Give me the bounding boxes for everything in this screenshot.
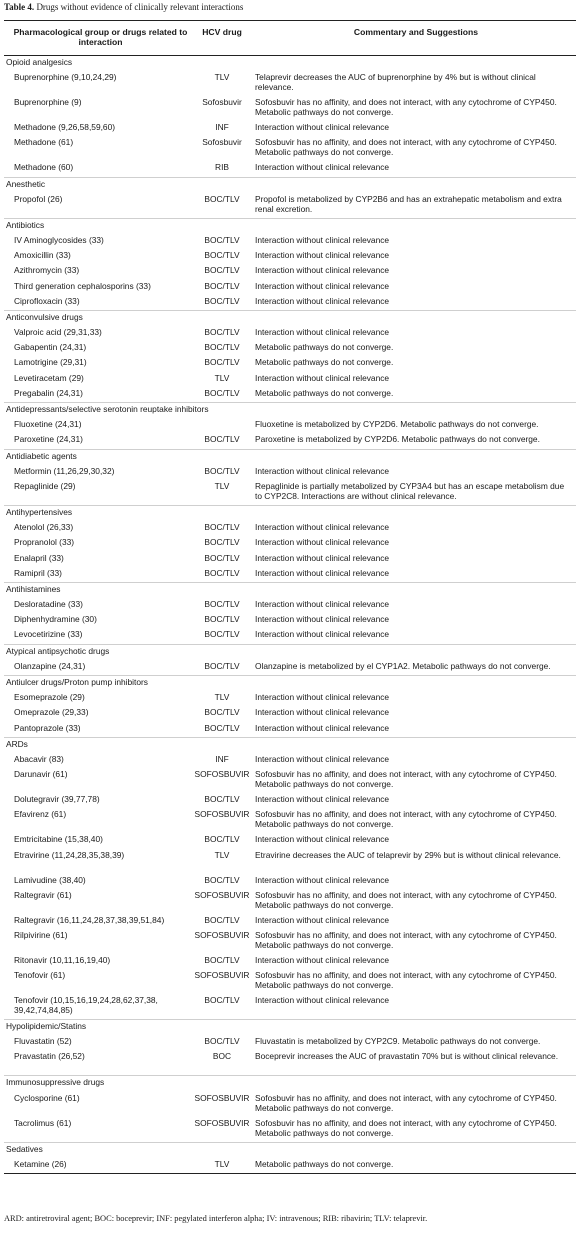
drug-cell: Desloratadine (33) xyxy=(14,599,83,610)
hcv-drug-cell: BOC/TLV xyxy=(204,327,240,338)
commentary-cell: Interaction without clinical relevance xyxy=(255,522,390,533)
hcv-drug-cell: TLV xyxy=(214,480,230,491)
drug-cell: Raltegravir (16,11,24,28,37,38,39,51,84) xyxy=(14,914,165,925)
hcv-drug-cell: BOC/TLV xyxy=(204,722,240,733)
table-caption-text: Drugs without evidence of clinically relevant interactions xyxy=(36,2,244,12)
drug-cell: Azithromycin (33) xyxy=(14,265,80,276)
commentary-cell: Metabolic pathways do not converge. xyxy=(255,357,394,368)
drug-cell: Ketamine (26) xyxy=(14,1158,67,1169)
drug-cell: Efavirenz (61) xyxy=(14,809,67,820)
hcv-drug-cell: BOC/TLV xyxy=(204,193,240,204)
hcv-drug-cell: TLV xyxy=(214,692,230,703)
table-caption-label: Table 4. xyxy=(4,2,35,12)
table-bottom-rule xyxy=(4,1173,576,1174)
group-name: Anticonvulsive drugs xyxy=(6,311,83,322)
commentary-cell: Interaction without clinical relevance xyxy=(255,372,390,383)
table-row xyxy=(4,994,576,1019)
hcv-drug-cell: SOFOSBUVIR xyxy=(194,970,250,981)
drug-cell: Metformin (11,26,29,30,32) xyxy=(14,465,115,476)
table-row xyxy=(4,71,576,96)
hcv-drug-cell: BOC/TLV xyxy=(204,465,240,476)
table-row xyxy=(4,660,576,675)
group-name: Anesthetic xyxy=(6,178,46,189)
table-caption xyxy=(4,2,243,13)
group-header xyxy=(4,218,576,234)
drug-cell: Repaglinide (29) xyxy=(14,480,76,491)
table-row xyxy=(4,341,576,356)
table-row xyxy=(4,536,576,551)
commentary-cell: Interaction without clinical relevance xyxy=(255,122,390,133)
drug-cell: Dolutegravir (39,77,78) xyxy=(14,794,100,805)
group-header xyxy=(4,505,576,521)
table-row xyxy=(4,465,576,480)
table-row xyxy=(4,295,576,310)
drug-cell: Omeprazole (29,33) xyxy=(14,707,89,718)
commentary-cell: Interaction without clinical relevance xyxy=(255,954,390,965)
table-body xyxy=(4,56,576,1173)
hcv-drug-cell: BOC xyxy=(212,1051,232,1062)
table-row xyxy=(4,249,576,264)
group-name: Immunosuppressive drugs xyxy=(6,1077,105,1088)
hcv-drug-cell: BOC/TLV xyxy=(204,954,240,965)
drug-cell: Tenofovir (10,15,16,19,24,28,62,37,38, 39,42,74,84,85) xyxy=(14,995,158,1016)
commentary-cell: Metabolic pathways do not converge. xyxy=(255,387,394,398)
commentary-cell: Paroxetine is metabolized by CYP2D6. Metabolic pathways do not converge. xyxy=(255,434,540,445)
table-row xyxy=(4,706,576,721)
commentary-cell: Interaction without clinical relevance xyxy=(255,914,390,925)
table-row xyxy=(4,691,576,706)
header-hcv-drug: HCV drug xyxy=(202,27,242,37)
group-header xyxy=(4,1142,576,1158)
header-commentary: Commentary and Suggestions xyxy=(353,27,479,37)
drug-cell: Ramipril (33) xyxy=(14,567,62,578)
drug-cell: Abacavir (83) xyxy=(14,753,64,764)
drug-cell: Tacrolimus (61) xyxy=(14,1117,72,1128)
drug-cell: Tenofovir (61) xyxy=(14,970,66,981)
drug-cell: Paroxetine (24,31) xyxy=(14,434,83,445)
drug-cell: Ciprofloxacin (33) xyxy=(14,295,80,306)
table-row xyxy=(4,598,576,613)
table-row xyxy=(4,280,576,295)
group-name: Sedatives xyxy=(6,1143,43,1154)
group-header xyxy=(4,737,576,753)
drug-cell: Pantoprazole (33) xyxy=(14,722,81,733)
drug-cell: Lamotrigine (29,31) xyxy=(14,357,87,368)
commentary-cell: Interaction without clinical relevance xyxy=(255,794,390,805)
table-row xyxy=(4,1035,576,1050)
hcv-drug-cell: SOFOSBUVIR xyxy=(194,1092,250,1103)
group-header xyxy=(4,402,576,418)
hcv-drug-cell: BOC/TLV xyxy=(204,434,240,445)
commentary-cell: Sofosbuvir has no affinity, and does not interact, with any cytochrome of CYP450. Metabolic pathways do not converge. xyxy=(255,137,557,158)
drug-cell: Fluvastatin (52) xyxy=(14,1036,72,1047)
table-row xyxy=(4,768,576,793)
table-row xyxy=(4,793,576,808)
commentary-cell: Interaction without clinical relevance xyxy=(255,162,390,173)
commentary-cell: Sofosbuvir has no affinity, and does not interact, with any cytochrome of CYP450. Metabolic pathways do not converge. xyxy=(255,929,557,950)
drug-interactions-table xyxy=(4,20,576,1174)
drug-cell: Valproic acid (29,31,33) xyxy=(14,327,102,338)
drug-cell: Levocetirizine (33) xyxy=(14,629,83,640)
drug-cell: Methadone (9,26,58,59,60) xyxy=(14,122,116,133)
table-row xyxy=(4,418,576,433)
table-row xyxy=(4,136,576,161)
commentary-cell: Sofosbuvir has no affinity, and does not interact, with any cytochrome of CYP450. Metabolic pathways do not converge. xyxy=(255,809,557,830)
commentary-cell: Interaction without clinical relevance xyxy=(255,295,390,306)
drug-cell: Atenolol (26,33) xyxy=(14,522,74,533)
hcv-drug-cell: BOC/TLV xyxy=(204,265,240,276)
table-row xyxy=(4,387,576,402)
group-header xyxy=(4,675,576,691)
table-row xyxy=(4,929,576,954)
table-row xyxy=(4,521,576,536)
drug-cell: Diphenhydramine (30) xyxy=(14,614,97,625)
group-name: Atypical antipsychotic drugs xyxy=(6,645,110,656)
commentary-cell: Interaction without clinical relevance xyxy=(255,995,390,1006)
drug-cell: Gabapentin (24,31) xyxy=(14,342,87,353)
commentary-cell: Interaction without clinical relevance xyxy=(255,753,390,764)
hcv-drug-cell: INF xyxy=(215,753,229,764)
table-row xyxy=(4,372,576,387)
drug-cell: Fluoxetine (24,31) xyxy=(14,419,82,430)
table-row xyxy=(4,193,576,218)
group-name: Hypolipidemic/Statins xyxy=(6,1021,87,1032)
table-row xyxy=(4,1050,576,1075)
drug-cell: Methadone (61) xyxy=(14,137,74,148)
drug-cell: Darunavir (61) xyxy=(14,769,68,780)
commentary-cell: Fluoxetine is metabolized by CYP2D6. Metabolic pathways do not converge. xyxy=(255,419,539,430)
table-row xyxy=(4,121,576,136)
table-row xyxy=(4,889,576,914)
group-header xyxy=(4,582,576,598)
hcv-drug-cell: BOC/TLV xyxy=(204,295,240,306)
table-row xyxy=(4,356,576,371)
group-header xyxy=(4,177,576,193)
table-row xyxy=(4,753,576,768)
hcv-drug-cell: RIB xyxy=(215,162,229,173)
hcv-drug-cell: TLV xyxy=(214,372,230,383)
hcv-drug-cell: BOC/TLV xyxy=(204,567,240,578)
hcv-drug-cell: SOFOSBUVIR xyxy=(194,1117,250,1128)
table-row xyxy=(4,480,576,505)
table-row xyxy=(4,969,576,994)
table-row xyxy=(4,833,576,848)
commentary-cell: Interaction without clinical relevance xyxy=(255,707,390,718)
hcv-drug-cell: TLV xyxy=(214,849,230,860)
table-row xyxy=(4,954,576,969)
hcv-drug-cell: BOC/TLV xyxy=(204,707,240,718)
table-footnote: ARD: antiretroviral agent; BOC: boceprevir; INF: pegylated interferon alpha; IV: intravenous; RIB: ribavirin; TLV: telaprevir. xyxy=(4,1214,428,1223)
group-name: Opioid analgesics xyxy=(6,57,73,67)
group-header xyxy=(4,449,576,465)
table-row xyxy=(4,1158,576,1173)
drug-cell: Pravastatin (26,52) xyxy=(14,1051,85,1062)
commentary-cell: Interaction without clinical relevance xyxy=(255,834,390,845)
drug-cell: Methadone (60) xyxy=(14,162,74,173)
header-pharmacological-group: Pharmacological group or drugs related to interaction xyxy=(13,27,188,47)
drug-cell: Buprenorphine (9,10,24,29) xyxy=(14,72,117,83)
commentary-cell: Interaction without clinical relevance xyxy=(255,552,390,563)
group-header xyxy=(4,56,576,71)
table-row xyxy=(4,567,576,582)
drug-cell: Propofol (26) xyxy=(14,193,63,204)
drug-cell: Cyclosporine (61) xyxy=(14,1092,80,1103)
commentary-cell: Interaction without clinical relevance xyxy=(255,234,390,245)
drug-cell: Esomeprazole (29) xyxy=(14,692,85,703)
table-row xyxy=(4,849,576,874)
table-row xyxy=(4,613,576,628)
hcv-drug-cell: BOC/TLV xyxy=(204,342,240,353)
commentary-cell: Interaction without clinical relevance xyxy=(255,599,390,610)
hcv-drug-cell: Sofosbuvir xyxy=(202,137,242,148)
commentary-cell: Metabolic pathways do not converge. xyxy=(255,1158,394,1169)
hcv-drug-cell: BOC/TLV xyxy=(204,874,240,885)
table-row xyxy=(4,326,576,341)
group-header xyxy=(4,1075,576,1091)
table-row xyxy=(4,234,576,249)
commentary-cell: Sofosbuvir has no affinity, and does not interact, with any cytochrome of CYP450. Metabolic pathways do not converge. xyxy=(255,1117,557,1138)
hcv-drug-cell: INF xyxy=(215,122,229,133)
hcv-drug-cell: BOC/TLV xyxy=(204,834,240,845)
hcv-drug-cell: Sofosbuvir xyxy=(202,97,242,108)
table-row xyxy=(4,552,576,567)
commentary-cell: Interaction without clinical relevance xyxy=(255,874,390,885)
drug-cell: IV Aminoglycosides (33) xyxy=(14,234,104,245)
hcv-drug-cell: BOC/TLV xyxy=(204,794,240,805)
commentary-cell: Interaction without clinical relevance xyxy=(255,537,390,548)
group-header xyxy=(4,310,576,326)
hcv-drug-cell: BOC/TLV xyxy=(204,522,240,533)
hcv-drug-cell: SOFOSBUVIR xyxy=(194,929,250,940)
group-header xyxy=(4,1019,576,1035)
drug-cell: Emtricitabine (15,38,40) xyxy=(14,834,103,845)
drug-cell: Raltegravir (61) xyxy=(14,889,72,900)
commentary-cell: Interaction without clinical relevance xyxy=(255,567,390,578)
group-name: Antiulcer drugs/Proton pump inhibitors xyxy=(6,677,148,687)
commentary-cell: Interaction without clinical relevance xyxy=(255,250,390,261)
commentary-cell: Interaction without clinical relevance xyxy=(255,265,390,276)
hcv-drug-cell: BOC/TLV xyxy=(204,537,240,548)
table-row xyxy=(4,808,576,833)
table-row xyxy=(4,722,576,737)
commentary-cell: Olanzapine is metabolized by el CYP1A2. Metabolic pathways do not converge. xyxy=(255,660,551,671)
hcv-drug-cell: BOC/TLV xyxy=(204,250,240,261)
table-row xyxy=(4,161,576,176)
drug-cell: Amoxicillin (33) xyxy=(14,250,71,261)
group-name: Antihistamines xyxy=(6,583,61,594)
drug-cell: Pregabalin (24,31) xyxy=(14,387,83,398)
commentary-cell: Sofosbuvir has no affinity, and does not interact, with any cytochrome of CYP450. Metabolic pathways do not converge. xyxy=(255,970,557,991)
drug-cell: Buprenorphine (9) xyxy=(14,97,82,108)
group-name: Antihypertensives xyxy=(6,506,73,517)
table-row xyxy=(4,264,576,279)
drug-cell: Lamivudine (38,40) xyxy=(14,874,86,885)
hcv-drug-cell: BOC/TLV xyxy=(204,660,240,671)
commentary-cell: Interaction without clinical relevance xyxy=(255,465,390,476)
drug-cell: Levetiracetam (29) xyxy=(14,372,84,383)
commentary-cell: Boceprevir increases the AUC of pravastatin 70% but is without clinical relevance. xyxy=(255,1051,559,1062)
table-row xyxy=(4,1092,576,1117)
hcv-drug-cell: BOC/TLV xyxy=(204,1036,240,1047)
drug-cell: Third generation cephalosporins (33) xyxy=(14,280,151,291)
commentary-cell: Propofol is metabolized by CYP2B6 and has an extrahepatic metabolism and extra renal excretion. xyxy=(255,193,562,214)
commentary-cell: Interaction without clinical relevance xyxy=(255,629,390,640)
commentary-cell: Telaprevir decreases the AUC of buprenorphine by 4% but is without clinical relevance. xyxy=(255,72,536,93)
hcv-drug-cell: TLV xyxy=(214,1158,230,1169)
group-header xyxy=(4,644,576,660)
hcv-drug-cell: BOC/TLV xyxy=(204,552,240,563)
hcv-drug-cell: BOC/TLV xyxy=(204,280,240,291)
hcv-drug-cell: BOC/TLV xyxy=(204,599,240,610)
commentary-cell: Sofosbuvir has no affinity, and does not interact, with any cytochrome of CYP450. Metabolic pathways do not converge. xyxy=(255,1092,557,1113)
hcv-drug-cell: SOFOSBUVIR xyxy=(194,809,250,820)
commentary-cell: Interaction without clinical relevance xyxy=(255,692,390,703)
hcv-drug-cell: BOC/TLV xyxy=(204,234,240,245)
table-row xyxy=(4,628,576,643)
hcv-drug-cell: BOC/TLV xyxy=(204,914,240,925)
drug-cell: Ritonavir (10,11,16,19,40) xyxy=(14,954,111,965)
table-row xyxy=(4,433,576,448)
table-row xyxy=(4,96,576,121)
hcv-drug-cell: SOFOSBUVIR xyxy=(194,889,250,900)
drug-cell: Etravirine (11,24,28,35,38,39) xyxy=(14,849,125,860)
drug-cell: Enalapril (33) xyxy=(14,552,64,563)
hcv-drug-cell: BOC/TLV xyxy=(204,995,240,1006)
hcv-drug-cell: BOC/TLV xyxy=(204,629,240,640)
commentary-cell: Fluvastatin is metabolized by CYP2C9. Metabolic pathways do not converge. xyxy=(255,1036,541,1047)
drug-cell: Rilpivirine (61) xyxy=(14,929,68,940)
hcv-drug-cell: BOC/TLV xyxy=(204,357,240,368)
commentary-cell: Repaglinide is partially metabolized by CYP3A4 but has an escape metabolism due to CYP2C8. Interactions are without clinical relevance. xyxy=(255,480,565,501)
group-name: Antibiotics xyxy=(6,219,45,230)
commentary-cell: Sofosbuvir has no affinity, and does not interact, with any cytochrome of CYP450. Metabolic pathways do not converge. xyxy=(255,97,557,118)
hcv-drug-cell: BOC/TLV xyxy=(204,387,240,398)
commentary-cell: Sofosbuvir has no affinity, and does not interact, with any cytochrome of CYP450. Metabolic pathways do not converge. xyxy=(255,769,557,790)
commentary-cell: Etravirine decreases the AUC of telaprevir by 29% but is without clinical relevance. xyxy=(255,849,561,860)
hcv-drug-cell: TLV xyxy=(214,72,230,83)
commentary-cell: Metabolic pathways do not converge. xyxy=(255,342,394,353)
commentary-cell: Interaction without clinical relevance xyxy=(255,280,390,291)
group-name: Antidepressants/selective serotonin reuptake inhibitors xyxy=(6,404,209,414)
hcv-drug-cell: SOFOSBUVIR xyxy=(194,769,250,780)
drug-cell: Olanzapine (24,31) xyxy=(14,660,86,671)
commentary-cell: Interaction without clinical relevance xyxy=(255,722,390,733)
commentary-cell: Interaction without clinical relevance xyxy=(255,327,390,338)
table-row xyxy=(4,874,576,889)
group-name: ARDs xyxy=(6,738,28,749)
hcv-drug-cell: BOC/TLV xyxy=(204,614,240,625)
commentary-cell: Interaction without clinical relevance xyxy=(255,614,390,625)
table-row xyxy=(4,1117,576,1142)
table-row xyxy=(4,914,576,929)
group-name: Antidiabetic agents xyxy=(6,450,77,461)
commentary-cell: Sofosbuvir has no affinity, and does not interact, with any cytochrome of CYP450. Metabolic pathways do not converge. xyxy=(255,889,557,910)
table-header-row xyxy=(4,21,576,55)
drug-cell: Propranolol (33) xyxy=(14,537,75,548)
